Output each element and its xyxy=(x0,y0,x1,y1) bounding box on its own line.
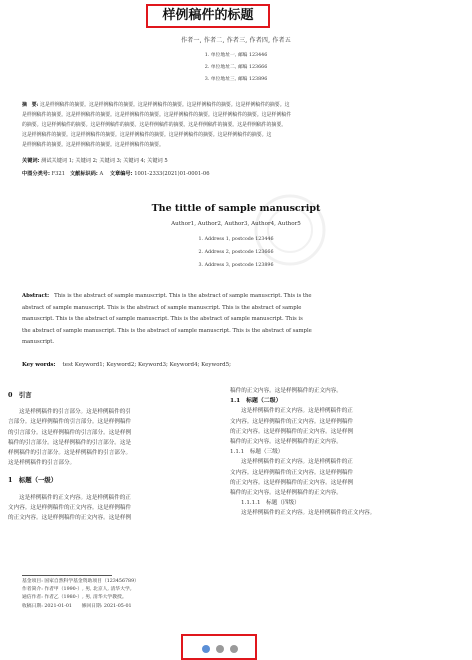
page-dot-2[interactable] xyxy=(216,645,224,653)
h2-line-2: 文内容。这是样例稿件的正文内容。这是样例稿件 xyxy=(230,418,354,425)
paper-title: 样例稿件的标题 xyxy=(162,8,254,23)
abstract-en-line-3: manuscript. This is the abstract of sample manuscript. This is the abstract of sample manuscript. This is xyxy=(22,316,303,322)
abstract-cn xyxy=(22,100,450,150)
footnote-author-bio: 作者简介: 作者甲（1990-）, 男, 北京人, 清华大学。 xyxy=(22,587,135,593)
keywords-cn-label: 关键词: xyxy=(22,158,40,164)
abstract-cn-line-3: 的摘要。这是样例稿件的摘要。这是样例稿件的摘要。这是样例稿件的摘要。这是样例稿件的摘要。这是样例稿件的摘要。 xyxy=(22,122,287,128)
clc-value: F321 xyxy=(51,171,66,177)
intro-heading: 0 引言 xyxy=(8,391,32,399)
keywords-cn-text: 测试关键词 1; 关键词 2; 关键词 3; 关键词 4; 关键词 5 xyxy=(41,158,168,164)
body-line-2: 文内容。这是样例稿件的正文内容。这是样例稿件 xyxy=(8,504,132,511)
footnotes xyxy=(22,578,139,611)
authors-cn: 作者一, 作者二, 作者三, 作者四, 作者五 xyxy=(181,37,291,44)
address-cn-2: 2. 单位地址二, 邮编 123666 xyxy=(204,65,268,70)
footnote-corresponding: 通信作者: 作者乙（1980-）, 男, 清华大学教授。 xyxy=(22,595,127,601)
abstract-en xyxy=(22,291,450,349)
h3-line-1: 这是样例稿件的正文内容。这是样例稿件的正 xyxy=(241,459,353,466)
section-1-heading: 1 标题（一级） xyxy=(8,476,58,485)
abstract-cn-label: 摘 要: xyxy=(22,102,39,108)
right-column xyxy=(230,386,450,519)
intro-line-5: 样例稿件的引言部分。这是样例稿件的引言部分。 xyxy=(8,450,132,457)
intro-line-3: 的引言部分。这是样例稿件的引言部分。这是样例 xyxy=(8,429,132,436)
abstract-cn-line-5: 是样例稿件的摘要。这是样例稿件的摘要。这是样例稿件的摘要。 xyxy=(22,142,164,148)
intro-line-2: 言部分。这是样例稿件的引言部分。这是样例稿件 xyxy=(8,419,132,426)
address-en-2: 2. Address 2, postcode 123666 xyxy=(198,250,274,255)
authors-en: Author1, Author2, Author3, Author4, Author5 xyxy=(171,221,301,227)
keywords-en xyxy=(22,362,450,368)
abstract-en-label: Abstract: xyxy=(22,293,50,299)
intro-line-1: 这是样例稿件的引言部分。这是样例稿件的引 xyxy=(19,409,131,416)
english-title: The tittle of sample manuscript xyxy=(151,203,321,214)
h3-line-4: 稿件的正文内容。这是样例稿件的正文内容。 xyxy=(230,490,342,497)
doc-code-value: A xyxy=(99,171,104,177)
abstract-cn-line-4: 这是样例稿件的摘要。这是样例稿件的摘要。这是样例稿件的摘要。这是样例稿件的摘要。这是样例稿件的摘要。这 xyxy=(22,132,272,138)
watermark-icon xyxy=(250,190,330,270)
abstract-en-line-1: This is the abstract of sample manuscript. This is the abstract of sample manuscript. This is the xyxy=(54,293,312,299)
classification-line xyxy=(22,170,450,179)
h3-line-2: 文内容。这是样例稿件的正文内容。这是样例稿件 xyxy=(230,469,354,476)
h2-line-4: 稿件的正文内容。这是样例稿件的正文内容。 xyxy=(230,439,342,446)
body-line-1: 这是样例稿件的正文内容。这是样例稿件的正 xyxy=(19,494,131,501)
h4-line-1: 这是样例稿件的正文内容。这是样例稿件的正文内容。 xyxy=(241,510,376,517)
article-no-label: 文章编号: xyxy=(109,171,133,177)
article-no-value: 1001-2333(2021)01-0001-06 xyxy=(134,171,210,177)
doc-code-label: 文献标识码: xyxy=(69,171,98,177)
footnote-rule xyxy=(22,575,112,576)
address-cn-1: 1. 单位地址一, 邮编 123446 xyxy=(204,53,268,58)
keywords-cn xyxy=(22,157,450,166)
page-dot-3[interactable] xyxy=(230,645,238,653)
keywords-en-label: Key words: xyxy=(22,362,56,368)
address-en-1: 1. Address 1, postcode 123446 xyxy=(198,237,274,242)
h2-line-1: 这是样例稿件的正文内容。这是样例稿件的正 xyxy=(241,408,353,415)
right-lead-line: 稿件的正文内容。这是样例稿件的正文内容。 xyxy=(230,388,342,394)
intro-line-4: 稿件的引言部分。这是样例稿件的引言部分。这是 xyxy=(8,439,132,446)
h2-line-3: 的正文内容。这是样例稿件的正文内容。这是样例 xyxy=(230,428,354,435)
abstract-en-line-5: manuscript. xyxy=(22,339,55,345)
abstract-cn-line-1: 这是样例稿件的摘要。这是样例稿件的摘要。这是样例稿件的摘要。这是样例稿件的摘要。这是样例稿件的摘要。这 xyxy=(40,102,290,108)
address-cn-3: 3. 单位地址三, 邮编 123896 xyxy=(204,77,268,82)
section-1-1-heading: 1.1 标题（二级） xyxy=(230,397,282,405)
intro-line-6: 这是样例稿件的引言部分。 xyxy=(8,460,76,467)
clc-label: 中图分类号: xyxy=(22,171,50,177)
footnote-funding: 基金项目: 国家自然科学基金资助项目（123456789） xyxy=(22,579,139,584)
section-1-1-1-1-heading: 1.1.1.1 标题（四级） xyxy=(241,500,300,507)
footnote-dates: 收稿日期: 2021-01-01 修回日期: 2021-05-01 xyxy=(22,603,132,609)
address-en-3: 3. Address 3, postcode 123896 xyxy=(198,263,274,268)
section-1-1-1-heading: 1.1.1 标题（三级） xyxy=(230,449,284,456)
left-column xyxy=(8,390,213,523)
h3-line-3: 的正文内容。这是样例稿件的正文内容。这是样例 xyxy=(230,479,354,486)
body-line-3: 的正文内容。这是样例稿件的正文内容。这是样例 xyxy=(8,515,132,522)
page-dot-1[interactable] xyxy=(202,645,210,653)
keywords-en-text: test Keyword1; Keyword2; Keyword3; Keyword4; Keyword5; xyxy=(62,362,232,368)
abstract-cn-line-2: 是样例稿件的摘要。这是样例稿件的摘要。这是样例稿件的摘要。这是样例稿件的摘要。这是样例稿件的摘要。这是样例稿件 xyxy=(22,112,291,118)
abstract-en-line-2: abstract of sample manuscript. This is the abstract of sample manuscript. This is the abstract of sample xyxy=(22,304,302,311)
abstract-en-line-4: the abstract of sample manuscript. This is the abstract of sample manuscript. This is the abstract of sample xyxy=(22,327,312,334)
